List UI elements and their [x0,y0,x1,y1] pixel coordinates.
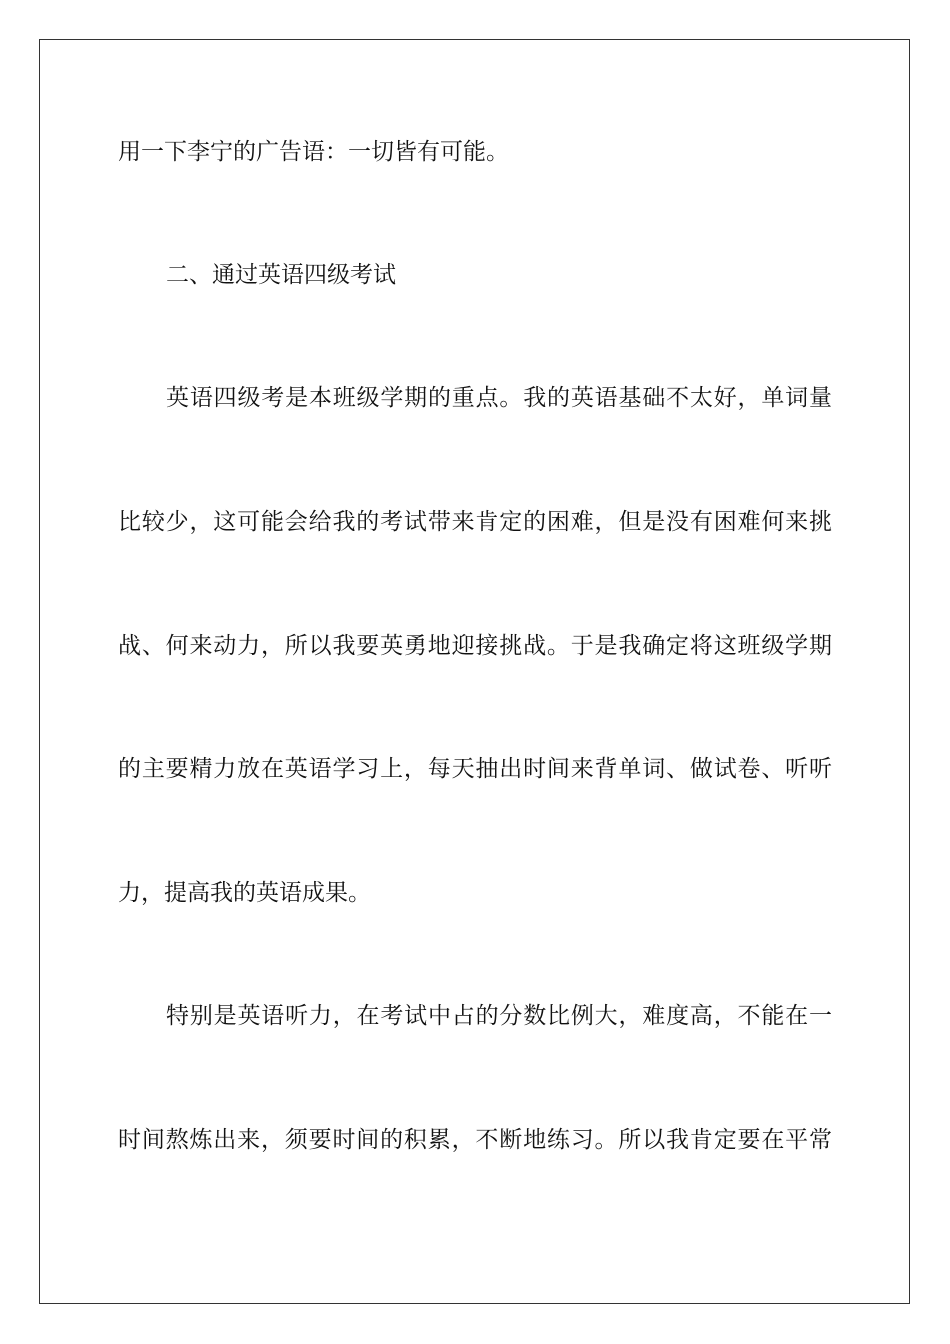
text-line-6: 的主要精力放在英语学习上，每天抽出时间来背单词、做试卷、听听 [118,756,832,782]
text-line-1: 用一下李宁的广告语：一切皆有可能。 [118,139,509,165]
text-line-8: 特别是英语听力，在考试中占的分数比例大，难度高，不能在一 [166,1003,832,1029]
text-line-5: 战、何来动力，所以我要英勇地迎接挑战。于是我确定将这班级学期 [118,633,832,659]
text-line-3: 英语四级考是本班级学期的重点。我的英语基础不太好，单词量 [166,385,832,411]
text-line-9: 时间熬炼出来，须要时间的积累，不断地练习。所以我肯定要在平常 [118,1127,832,1153]
document-page [39,39,910,1304]
text-line-4: 比较少，这可能会给我的考试带来肯定的困难，但是没有困难何来挑 [118,509,832,535]
section-heading: 二、通过英语四级考试 [166,262,396,288]
text-line-7: 力，提高我的英语成果。 [118,880,371,906]
